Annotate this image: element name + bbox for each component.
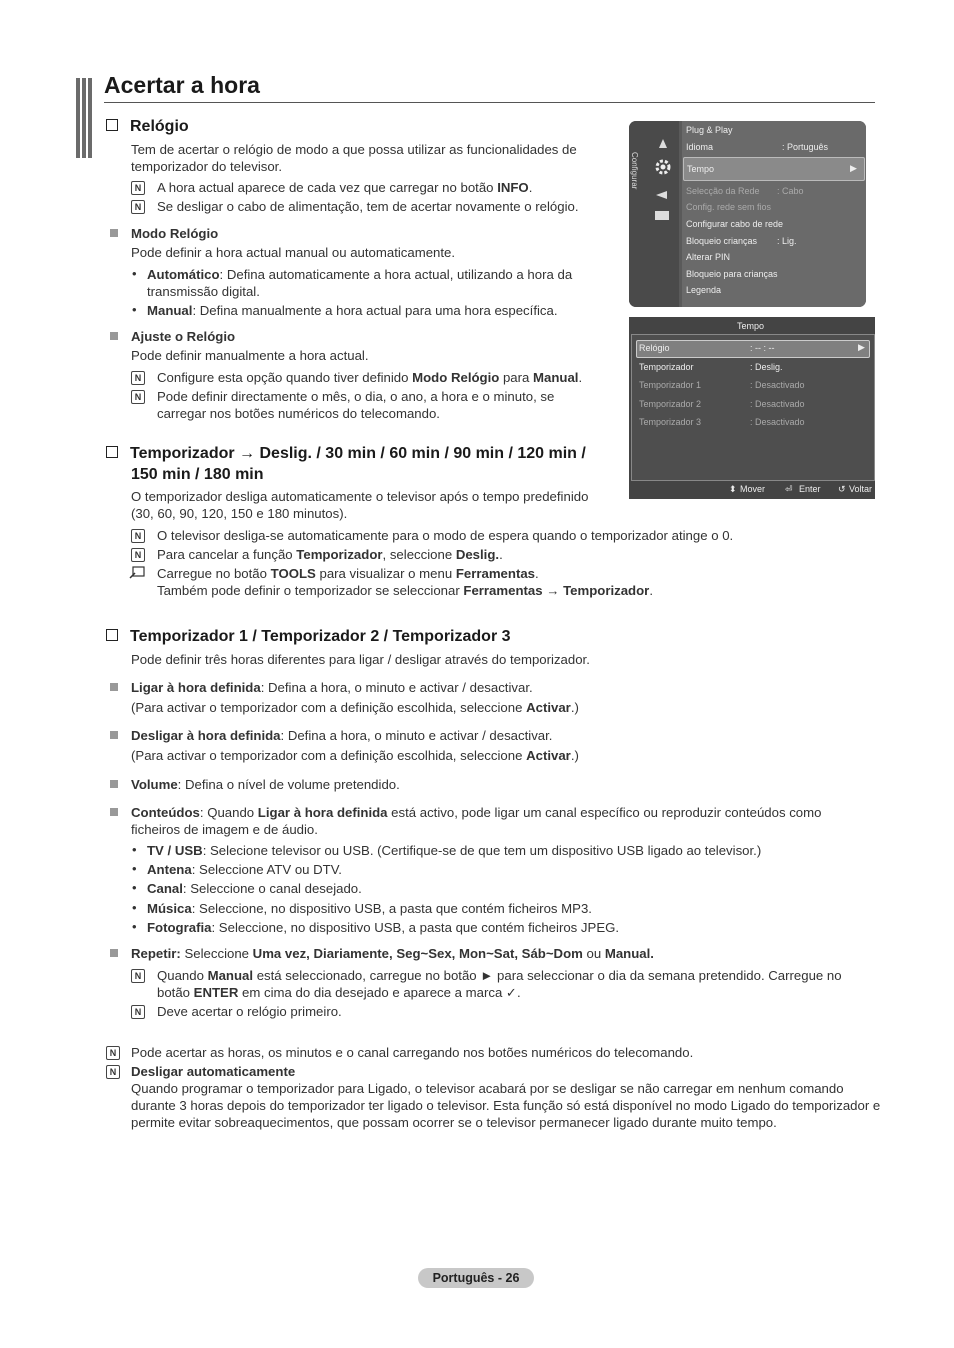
ajuste-relogio-title: Ajuste o Relógio — [131, 329, 236, 344]
menu-item-idioma-value: : Português — [782, 142, 829, 152]
tempo-row-temporizador-1-value: : Desactivado — [750, 380, 805, 390]
section-relogio-heading: Relógio — [106, 116, 189, 137]
bullet-dot: • — [132, 302, 137, 317]
bullet-dot: • — [132, 266, 137, 281]
end-note-2-title: Desligar automaticamente — [131, 1064, 296, 1079]
section-temporizador123-heading: Temporizador 1 / Temporizador 2 / Temporizador 3 — [106, 626, 511, 647]
ligar-item: Ligar à hora definida: Defina a hora, o minuto e activar / desactivar. — [131, 680, 533, 695]
square-bullet — [110, 332, 118, 340]
menu-item-idioma[interactable]: Idioma — [686, 142, 714, 152]
menu-item-legenda[interactable]: Legenda — [686, 285, 722, 295]
relogio-intro: Tem de acertar o relógio de modo a que possa utilizar as funcionalidades de temporizador do televisor. — [131, 142, 577, 174]
manual-item: Manual: Defina manualmente a hora actual para uma hora específica. — [147, 303, 558, 318]
square-bullet — [110, 731, 118, 739]
modo-relogio-title: Modo Relógio — [131, 226, 219, 241]
bullet-dot: • — [132, 842, 137, 857]
note-cancel: Para cancelar a função Temporizador, seleccione Deslig.. — [157, 547, 503, 562]
footer-enter: Enter — [799, 484, 821, 494]
bullet-dot: • — [132, 919, 137, 934]
note-icon: N — [131, 371, 145, 385]
bullet-dot: • — [132, 861, 137, 876]
note-icon: N — [106, 1046, 120, 1060]
page-title: Acertar a hora — [104, 72, 260, 98]
enter-icon: ⏎ — [785, 484, 793, 494]
menu-item-bloqueio-criancas[interactable]: Bloqueio para crianças — [686, 269, 778, 279]
note-icon: N — [131, 1005, 145, 1019]
input-icon — [655, 187, 669, 197]
note-icon: N — [131, 181, 145, 195]
header-bars — [76, 78, 92, 158]
end-note-2-text: Quando programar o temporizador para Ligado, o televisor acabará por se desligar se não carregar em nenhum comando durante 3 horas depois do temporizador ter ligado o televisor. Esta função só está disponível no modo Ligado do temporizador e permite evitar sobreaquecimentos, que possam ocorrer se o televisor permanecer ligado durante muito tempo. — [131, 1081, 881, 1130]
note-icon: N — [131, 390, 145, 404]
return-icon: ↺ — [838, 484, 846, 494]
menu-item-alterar-pin[interactable]: Alterar PIN — [686, 252, 731, 262]
square-bullet — [110, 808, 118, 816]
sidebar-label: Configurar — [630, 152, 639, 190]
antena-item: Antena: Seleccione ATV ou DTV. — [147, 862, 342, 877]
section-temporizador-heading: Temporizador → Deslig. / 30 min / 60 min / 90 min / 120 min / 150 min / 180 min — [106, 443, 606, 485]
footer-voltar: Voltar — [849, 484, 873, 494]
checkbox-bullet-icon — [106, 446, 118, 458]
note-icon: N — [131, 529, 145, 543]
tempo-row-temporizador-3[interactable]: Temporizador 3 — [639, 417, 702, 427]
tempo-row-temporizador-1[interactable]: Temporizador 1 — [639, 380, 702, 390]
note-standby: O televisor desliga-se automaticamente para o modo de espera quando o temporizador atinge o 0. — [157, 528, 734, 543]
tempo-row-temporizador-3-value: : Desactivado — [750, 417, 805, 427]
menu-item-plug-play[interactable]: Plug & Play — [686, 125, 733, 135]
ligar-activar: (Para activar o temporizador com a definição escolhida, seleccione Activar.) — [131, 700, 579, 715]
temporizador-desc-2: (30, 60, 90, 120, 150 e 180 minutos). — [131, 506, 348, 521]
picture-icon — [657, 136, 669, 148]
conteudos-item: Conteúdos: Quando Ligar à hora definida está activo, pode ligar um canal específico ou reproduzir conteúdos como ficheiros de imagem e de áudio. — [131, 805, 822, 837]
note-configure: Configure esta opção quando tiver definido Modo Relógio para Manual. — [157, 370, 583, 385]
note-icon: N — [131, 200, 145, 214]
modo-relogio-desc: Pode definir a hora actual manual ou automaticamente. — [131, 245, 456, 260]
note-icon: N — [131, 548, 145, 562]
arrow-right-icon: ▶ — [858, 342, 865, 352]
bullet-dot: • — [132, 900, 137, 915]
square-bullet — [110, 683, 118, 691]
canal-item: Canal: Seleccione o canal desejado. — [147, 881, 362, 896]
tempo-row-temporizador[interactable]: Temporizador — [639, 362, 694, 372]
desligar-activar: (Para activar o temporizador com a definição escolhida, seleccione Activar.) — [131, 748, 579, 763]
note-icon: N — [131, 969, 145, 983]
menu-item-seleccao-rede[interactable]: Selecção da Rede — [686, 186, 760, 196]
tempo-row-temporizador-2-value: : Desactivado — [750, 399, 805, 409]
title-rule — [104, 102, 875, 103]
tempo-row-temporizador-value: : Deslig. — [750, 362, 783, 372]
tools-line-1: Carregue no botão TOOLS para visualizar o menu Ferramentas. — [157, 566, 539, 581]
menu-item-bloqueio[interactable]: Bloqueio crianças — [686, 236, 758, 246]
tv-usb-item: TV / USB: Selecione televisor ou USB. (Certifique-se de que tem um dispositivo USB ligado ao televisor.) — [147, 843, 762, 858]
desligar-item: Desligar à hora definida: Defina a hora, o minuto e activar / desactivar. — [131, 728, 553, 743]
note-info: A hora actual aparece de cada vez que carregar no botão INFO. — [157, 180, 533, 195]
tools-icon — [129, 566, 145, 579]
bullet-dot: • — [132, 880, 137, 895]
square-bullet — [110, 229, 118, 237]
temporizador123-desc: Pode definir três horas diferentes para ligar / desligar através do temporizador. — [131, 652, 590, 667]
arrow-right-icon: ▶ — [850, 163, 857, 173]
fotografia-item: Fotografia: Seleccione, no dispositivo USB, a pasta que contém ficheiros JPEG. — [147, 920, 620, 935]
automatico-item: Automático: Defina automaticamente a hora actual, utilizando a hora da transmissão digital. — [147, 267, 573, 299]
footer-mover: Mover — [740, 484, 766, 494]
repetir-item: Repetir: Seleccione Uma vez, Diariamente, Seg~Sex, Mon~Sat, Sáb~Dom ou Manual. — [131, 946, 654, 961]
menu-item-seleccao-rede-value: : Cabo — [777, 186, 804, 196]
temporizador-desc-1: O temporizador desliga automaticamente o televisor após o tempo predefinido — [131, 489, 589, 504]
menu-item-tempo[interactable]: Tempo — [687, 164, 715, 174]
move-arrows-icon: ⬍ — [729, 484, 737, 494]
checkbox-bullet-icon — [106, 629, 118, 641]
ajuste-relogio-desc: Pode definir manualmente a hora actual. — [131, 348, 369, 363]
page-number-badge: Português - 26 — [418, 1268, 534, 1288]
application-icon — [654, 208, 670, 220]
checkbox-bullet-icon — [106, 119, 118, 131]
repetir-note-2: Deve acertar o relógio primeiro. — [157, 1004, 342, 1019]
note-numeric: Pode definir directamente o mês, o dia, o ano, a hora e o minuto, se carregar nos botões numéricos do telecomando. — [157, 389, 555, 421]
menu-item-bloqueio-value: : Lig. — [777, 236, 797, 246]
menu-item-cabo-rede[interactable]: Configurar cabo de rede — [686, 219, 784, 229]
gear-icon — [654, 158, 672, 176]
note-icon: N — [106, 1065, 120, 1079]
end-note-1: Pode acertar as horas, os minutos e o canal carregando nos botões numéricos do telecomando. — [131, 1045, 694, 1060]
tempo-row-temporizador-2[interactable]: Temporizador 2 — [639, 399, 702, 409]
square-bullet — [110, 949, 118, 957]
tempo-menu-title: Tempo — [737, 321, 765, 331]
note-power: Se desligar o cabo de alimentação, tem de acertar novamente o relógio. — [157, 199, 579, 214]
musica-item: Música: Seleccione, no dispositivo USB, a pasta que contém ficheiros MP3. — [147, 901, 592, 916]
tempo-row-relogio-value: : -- : -- — [750, 343, 775, 353]
menu-item-rede-sem-fios[interactable]: Config. rede sem fios — [686, 202, 772, 212]
tools-line-2: Também pode definir o temporizador se seleccionar Ferramentas → Temporizador. — [157, 583, 653, 598]
repetir-note-1a: Quando Manual está seleccionado, carregue no botão ► para seleccionar o dia da semana pretendido. Carregue no — [157, 968, 842, 983]
volume-item: Volume: Defina o nível de volume pretendido. — [131, 777, 400, 792]
square-bullet — [110, 780, 118, 788]
tempo-row-relogio[interactable]: Relógio — [639, 343, 670, 353]
repetir-note-1b: botão ENTER em cima do dia desejado e aparece a marca ✓. — [157, 985, 521, 1000]
